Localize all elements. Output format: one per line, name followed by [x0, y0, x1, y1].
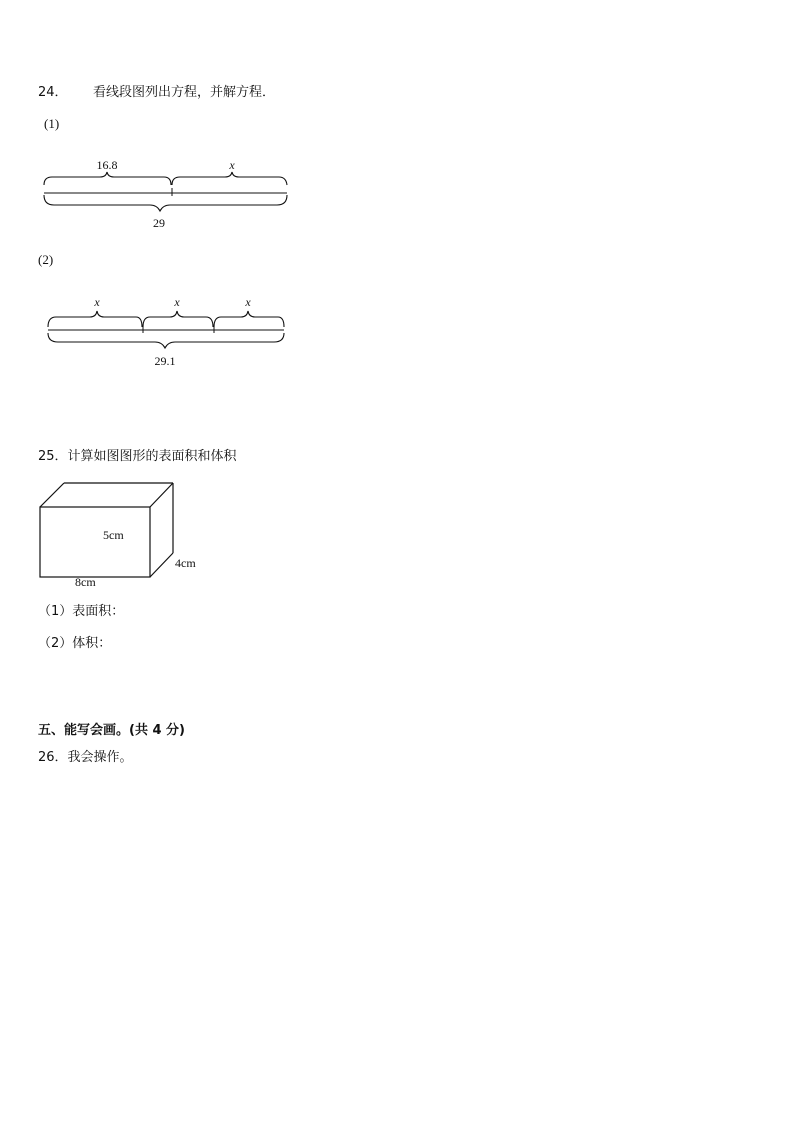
label-x-1: x	[229, 158, 235, 172]
q25-volume-label: （2）体积：	[38, 636, 112, 651]
brace-seg2	[143, 311, 213, 327]
section-5-heading: 五、能写会画。(共 4 分)	[38, 723, 185, 738]
question-24-number: 24．	[38, 85, 68, 100]
brace-bottom-total-2	[48, 333, 284, 348]
brace-seg3	[214, 311, 284, 327]
cuboid-depth-label: 4cm	[175, 556, 196, 570]
cuboid-front-face	[40, 507, 150, 577]
q25-surface-area-label: （1）表面积：	[38, 604, 125, 619]
label-x-seg1: x	[94, 295, 100, 309]
brace-top-left	[44, 172, 171, 185]
cuboid-length-label: 8cm	[75, 575, 96, 589]
label-x-seg3: x	[245, 295, 251, 309]
cuboid-top-edge-right	[150, 483, 173, 507]
part-1-label: (1)	[44, 116, 60, 131]
brace-bottom-total	[44, 195, 287, 211]
label-total-29-1: 29.1	[154, 354, 176, 368]
part-2-label: (2)	[38, 252, 54, 267]
label-16-8: 16.8	[96, 158, 118, 172]
label-x-seg2: x	[174, 295, 180, 309]
cuboid-top-edge-left	[40, 483, 64, 507]
cuboid-height-label: 5cm	[103, 528, 124, 542]
question-26-prompt: 26．我会操作。	[38, 750, 133, 765]
brace-seg1	[48, 311, 142, 327]
question-25-prompt: 25．计算如图图形的表面积和体积	[38, 449, 237, 464]
question-24-prompt: 看线段图列出方程，并解方程．	[93, 85, 276, 100]
label-total-29: 29	[153, 216, 165, 230]
cuboid-bottom-right-edge	[150, 553, 173, 577]
brace-top-right	[172, 172, 287, 185]
